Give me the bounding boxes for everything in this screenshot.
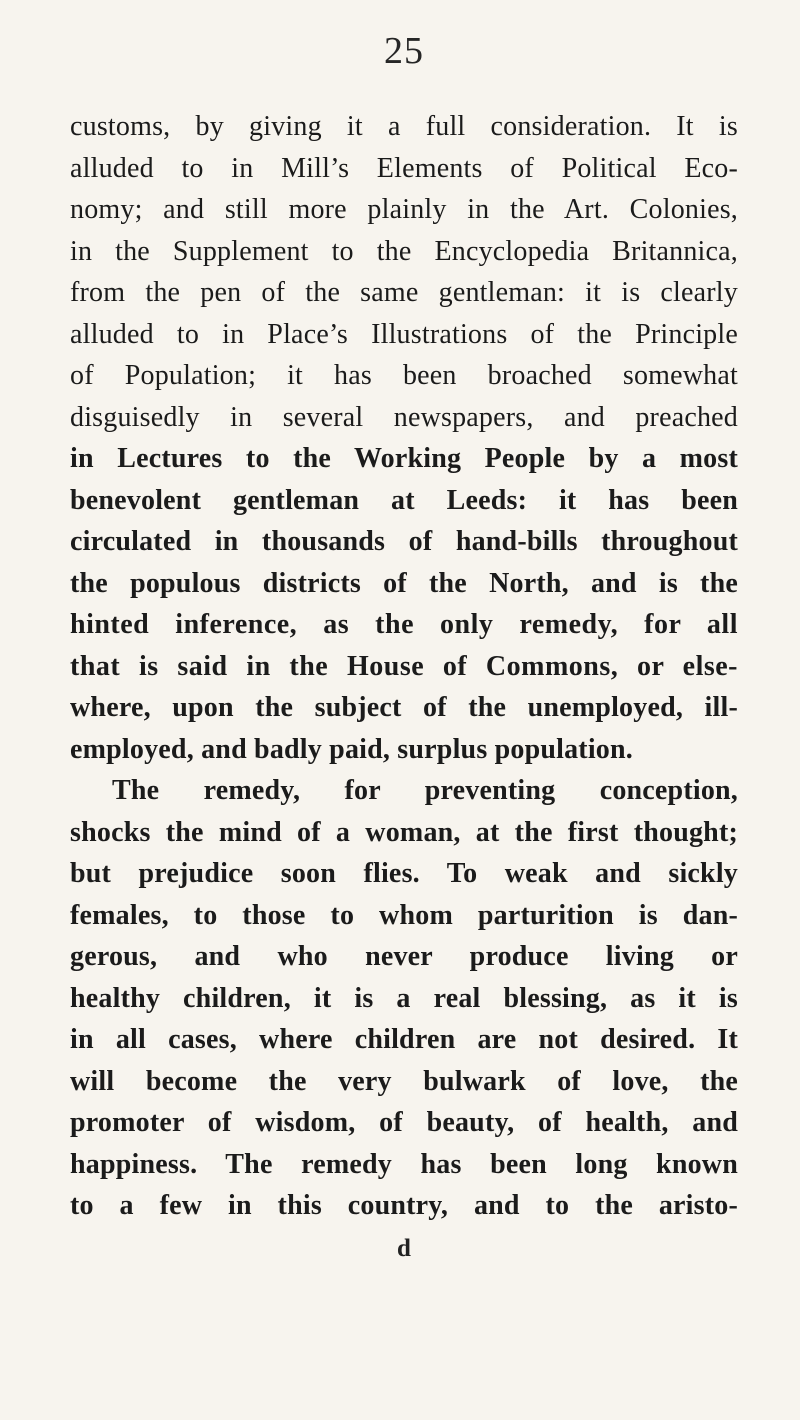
text-line: alluded to in Mill’s Elements of Political Eco- bbox=[70, 152, 738, 184]
text-line: to a few in this country, and to the aristo- bbox=[70, 1190, 738, 1221]
text-line: but prejudice soon flies. To weak and sickly bbox=[70, 858, 738, 889]
signature-mark: d bbox=[397, 1234, 411, 1262]
text-line: will become the very bulwark of love, the bbox=[70, 1065, 738, 1097]
text-line: healthy children, it is a real blessing, as it is bbox=[70, 982, 738, 1014]
text-line: benevolent gentleman at Leeds: it has been bbox=[70, 484, 738, 516]
text-line: that is said in the House of Commons, or else- bbox=[70, 650, 738, 682]
text-line: in Lectures to the Working People by a most bbox=[70, 443, 738, 474]
text-line: in all cases, where children are not desired. It bbox=[70, 1024, 738, 1055]
text-line: females, to those to whom parturition is dan- bbox=[70, 899, 738, 931]
text-line: promoter of wisdom, of beauty, of health, and bbox=[70, 1107, 738, 1138]
text-line: where, upon the subject of the unemployed, ill- bbox=[70, 692, 738, 723]
text-line: alluded to in Place’s Illustrations of the Principle bbox=[70, 318, 738, 350]
text-line: employed, and badly paid, surplus population. bbox=[70, 733, 633, 765]
text-line: disguisedly in several newspapers, and preached bbox=[70, 401, 738, 433]
text-line: happiness. The remedy has been long known bbox=[70, 1148, 738, 1180]
text-line: gerous, and who never produce living or bbox=[70, 941, 738, 972]
text-line: shocks the mind of a woman, at the first thought; bbox=[70, 816, 738, 848]
text-line: from the pen of the same gentleman: it is clearly bbox=[70, 277, 738, 308]
text-line: circulated in thousands of hand-bills throughout bbox=[70, 526, 738, 557]
text-line: the populous districts of the North, and is the bbox=[70, 567, 738, 599]
text-line: customs, by giving it a full consideration. It is bbox=[70, 111, 738, 142]
text-line: in the Supplement to the Encyclopedia Britannica, bbox=[70, 235, 738, 267]
text-line: nomy; and still more plainly in the Art. Colonies, bbox=[70, 194, 738, 225]
body-text bbox=[70, 106, 738, 1227]
page-number: 25 bbox=[384, 30, 424, 72]
text-line: of Population; it has been broached somewhat bbox=[70, 360, 738, 391]
text-line: hinted inference, as the only remedy, for all bbox=[70, 609, 738, 640]
text-line: The remedy, for preventing conception, bbox=[112, 775, 738, 806]
